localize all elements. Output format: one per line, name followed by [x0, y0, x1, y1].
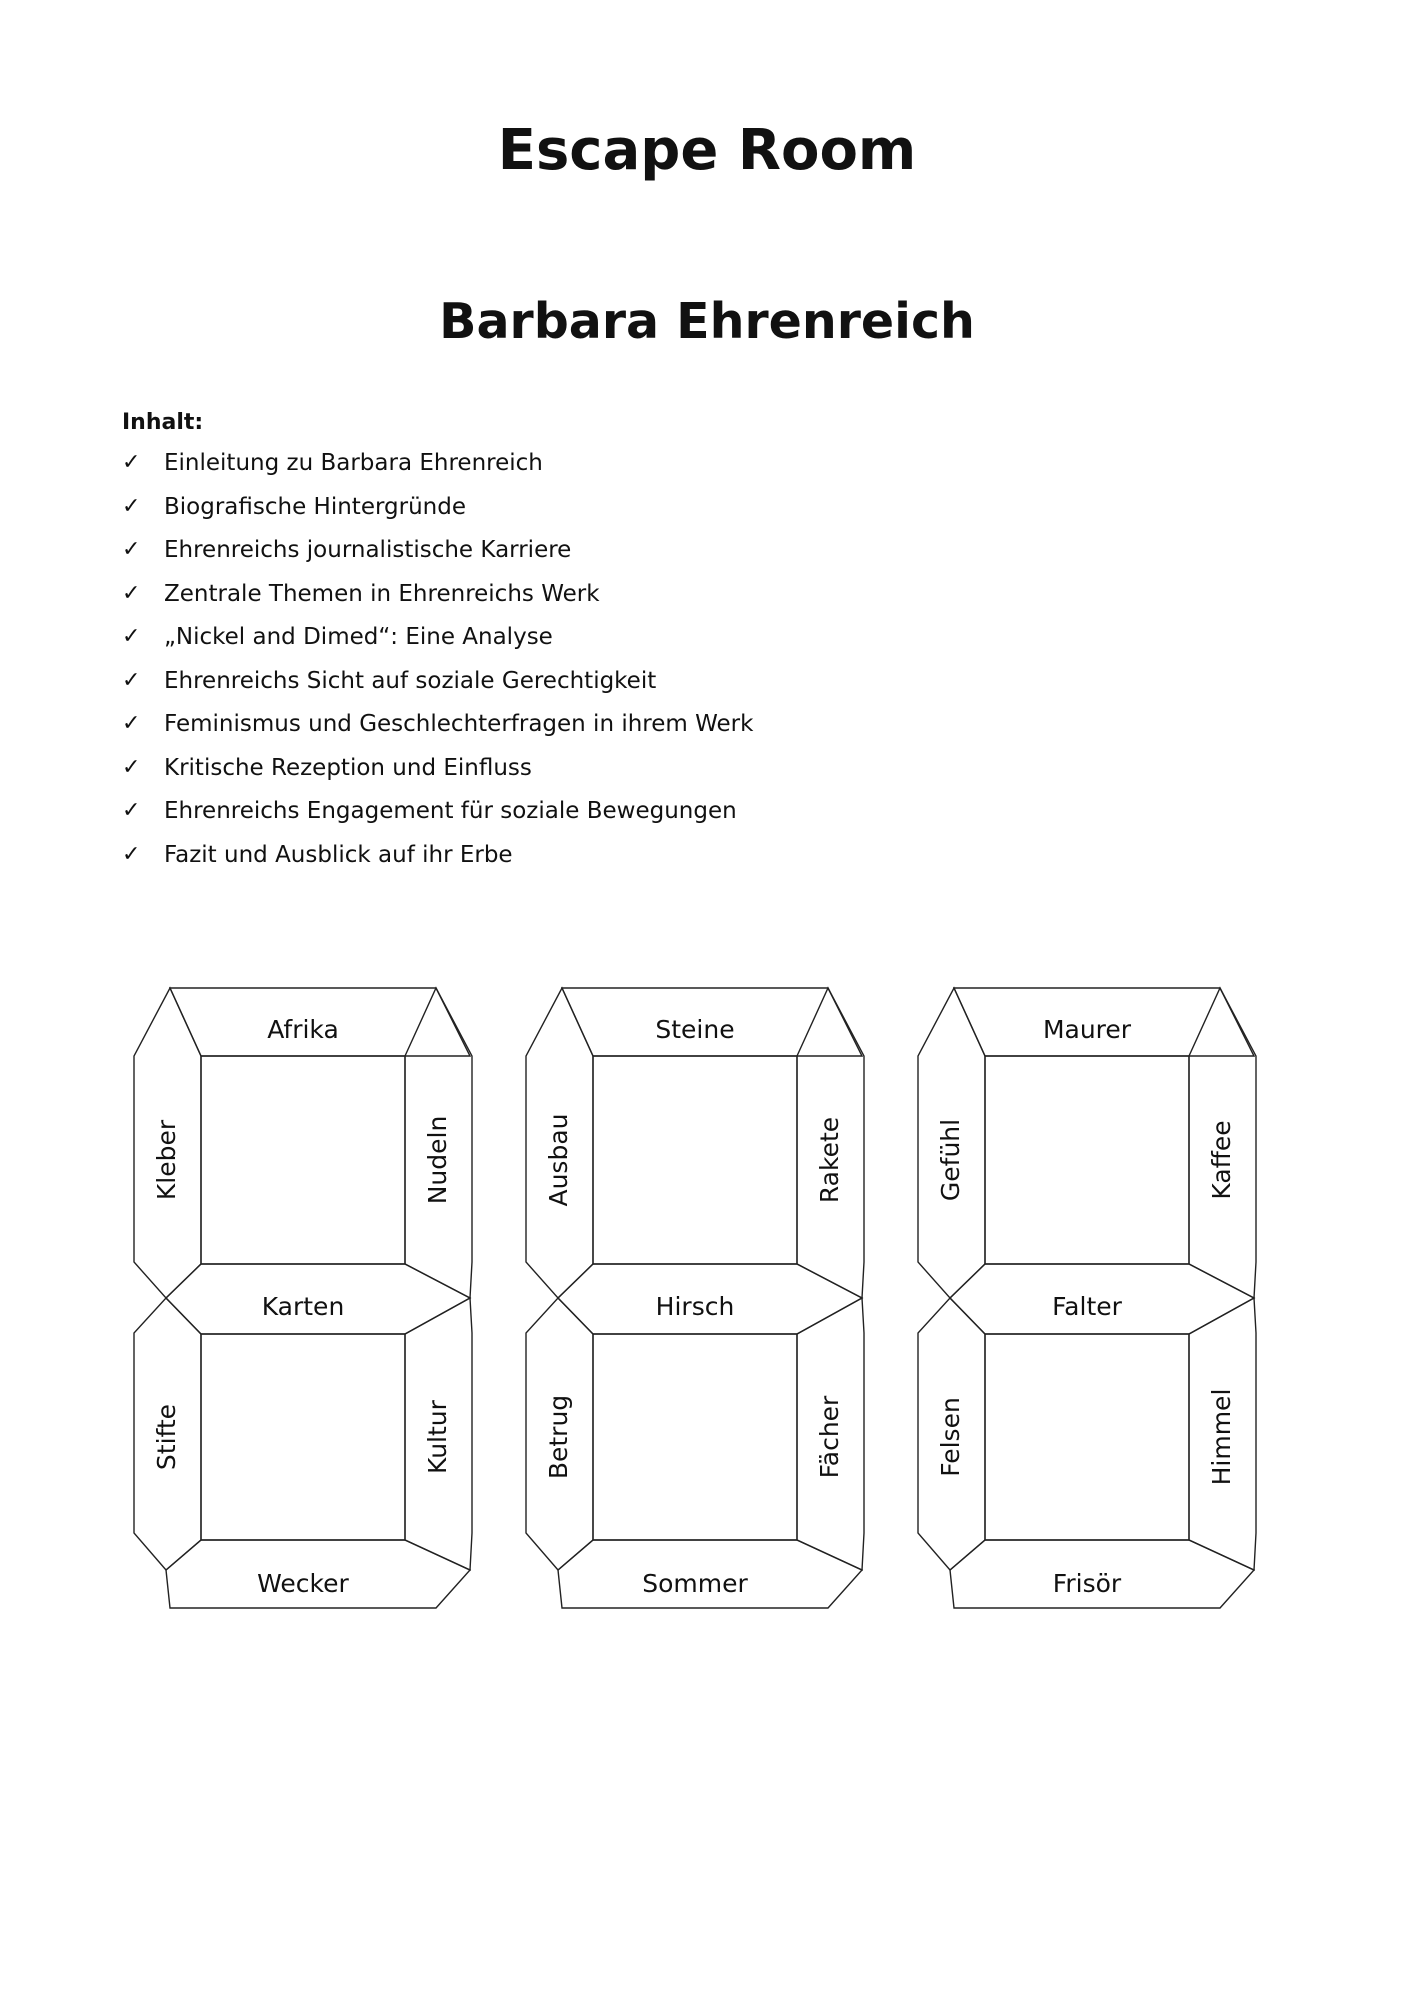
inner-box-upper: [985, 1056, 1189, 1264]
checkmark-icon: ✓: [122, 624, 141, 649]
inner-box-upper: [593, 1056, 797, 1264]
segment-label-upper-left: Ausbau: [544, 1113, 573, 1207]
checkmark-icon: ✓: [122, 841, 141, 867]
inner-box-lower: [593, 1334, 797, 1540]
segment-label-bottom: Sommer: [642, 1569, 748, 1598]
segment-label-upper-left: Gefühl: [936, 1118, 965, 1202]
segment-label-top: Maurer: [1042, 1015, 1132, 1044]
segment-label-middle: Hirsch: [655, 1292, 735, 1321]
segment-label-lower-left: Felsen: [936, 1397, 965, 1477]
inner-box-lower: [201, 1334, 405, 1540]
segment-label-lower-left: Betrug: [544, 1394, 573, 1480]
contents-item-label: „Nickel and Dimed“: Eine Analyse: [164, 624, 553, 650]
segment-label-bottom: Frisör: [1052, 1569, 1122, 1598]
contents-item-label: Zentrale Themen in Ehrenreichs Werk: [164, 580, 600, 607]
inner-box-upper: [201, 1056, 405, 1264]
contents-item-label: Biografische Hintergründe: [164, 493, 466, 520]
segment-label-top: Afrika: [267, 1015, 339, 1044]
page-title: Escape Room: [497, 118, 917, 183]
checkmark-icon: ✓: [122, 493, 141, 519]
segment-label-lower-left: Stifte: [152, 1403, 181, 1471]
inner-box-lower: [985, 1334, 1189, 1540]
contents-item-label: Kritische Rezeption und Einfluss: [164, 754, 532, 781]
segment-label-upper-right: Rakete: [815, 1116, 844, 1204]
segment-label-upper-right: Nudeln: [423, 1115, 452, 1205]
contents-item-label: Ehrenreichs Sicht auf soziale Gerechtigkeit: [164, 667, 657, 694]
checkmark-icon: ✓: [122, 450, 141, 475]
contents-label: Inhalt:: [122, 410, 204, 435]
segment-label-bottom: Wecker: [257, 1569, 349, 1598]
segment-label-middle: Falter: [1052, 1292, 1122, 1321]
checkmark-icon: ✓: [122, 754, 141, 780]
puzzle-2: [526, 988, 864, 1608]
segment-label-top: Steine: [655, 1015, 735, 1044]
checkmark-icon: ✓: [122, 580, 141, 606]
segment-label-lower-right: Kultur: [423, 1400, 452, 1474]
segment-label-upper-right: Kaffee: [1207, 1120, 1236, 1200]
checkmark-icon: ✓: [122, 711, 141, 736]
contents-item-label: Ehrenreichs journalistische Karriere: [164, 537, 572, 563]
checkmark-icon: ✓: [122, 667, 141, 693]
segment-label-upper-left: Kleber: [152, 1119, 181, 1201]
contents-item-label: Fazit und Ausblick auf ihr Erbe: [164, 841, 513, 868]
segment-label-lower-right: Fächer: [815, 1395, 844, 1479]
page-subtitle: Barbara Ehrenreich: [439, 293, 975, 350]
checkmark-icon: ✓: [122, 537, 141, 562]
segment-label-middle: Karten: [261, 1292, 345, 1321]
puzzle-3: [918, 988, 1256, 1608]
contents-item-label: Ehrenreichs Engagement für soziale Bewegungen: [164, 798, 737, 824]
checkmark-icon: ✓: [122, 798, 141, 823]
puzzle-1: [134, 988, 472, 1608]
contents-item-label: Einleitung zu Barbara Ehrenreich: [164, 450, 543, 476]
contents-item-label: Feminismus und Geschlechterfragen in ihrem Werk: [164, 711, 754, 737]
segment-label-lower-right: Himmel: [1207, 1388, 1236, 1486]
